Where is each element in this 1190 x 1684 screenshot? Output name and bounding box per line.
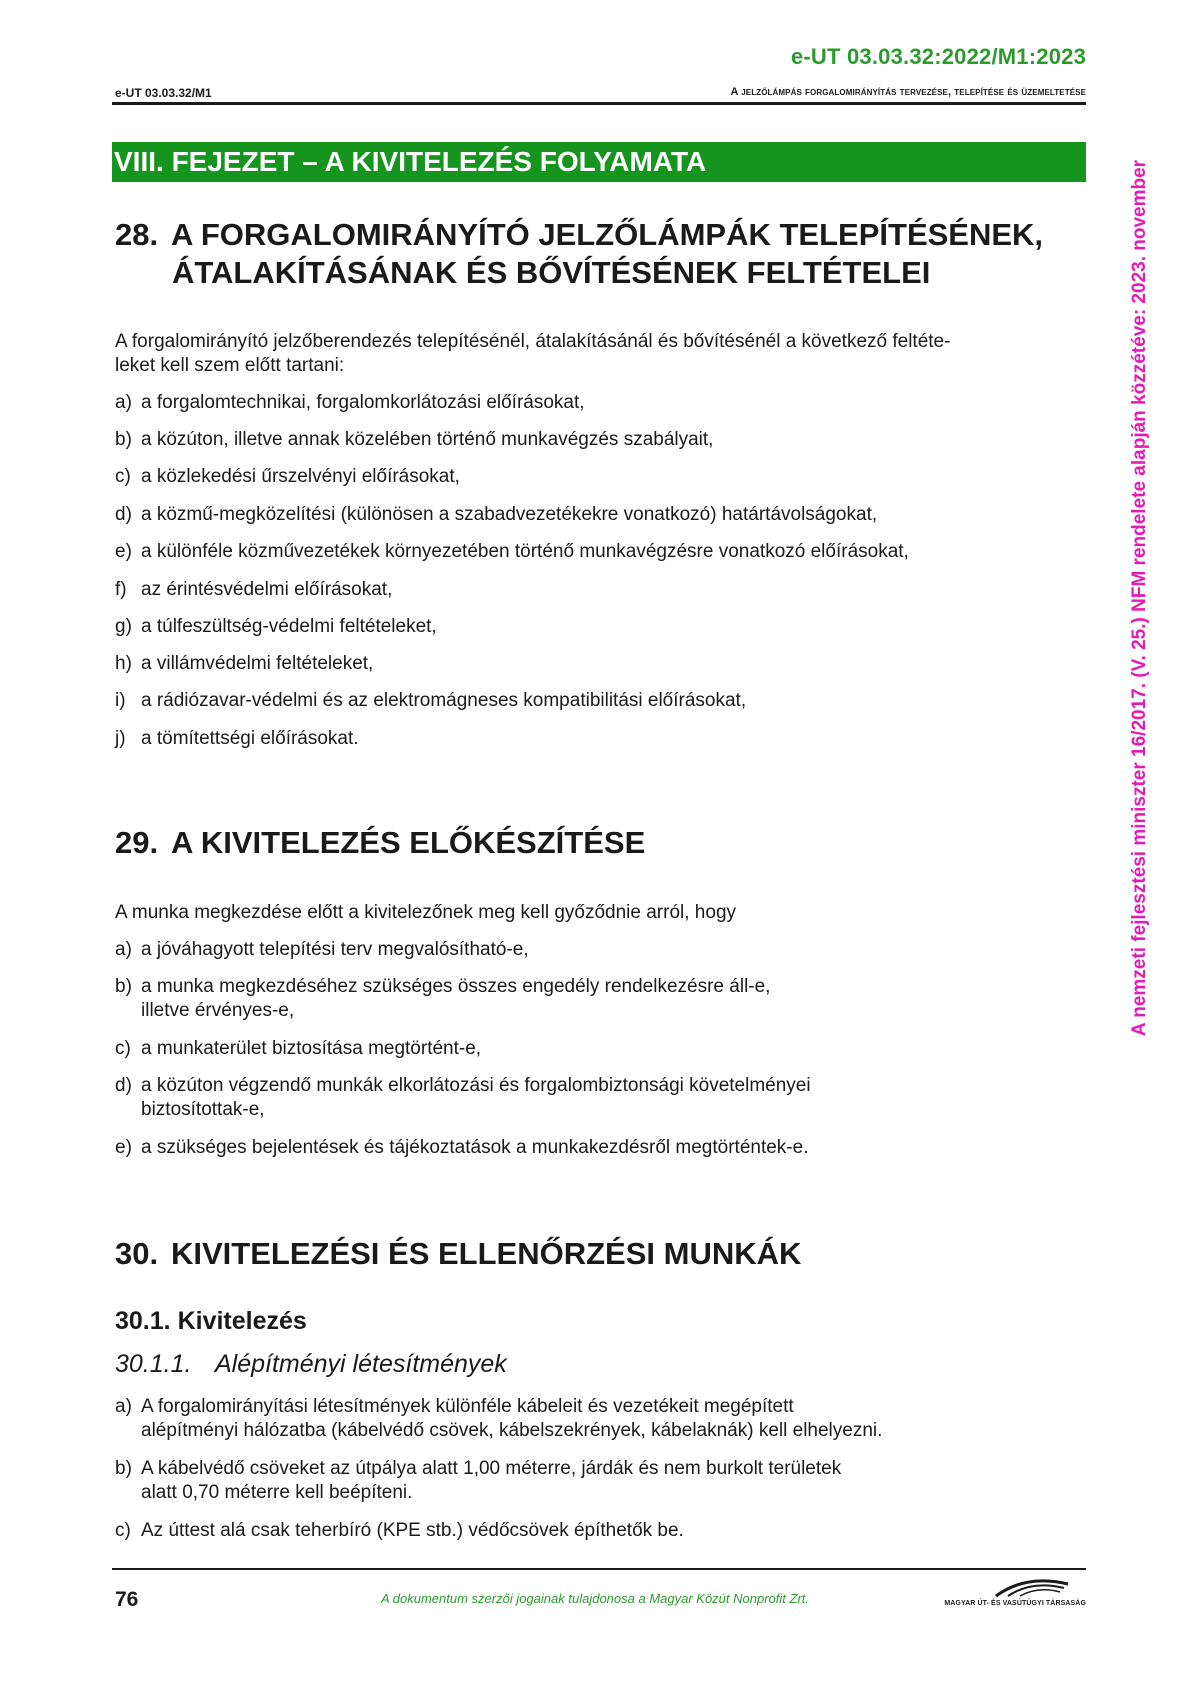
list-item xyxy=(115,689,746,713)
list-marker: a) xyxy=(115,1396,132,1417)
section-29-intro: A munka megkezdése előtt a kivitelezőnek meg kell győződnie arról, hogy xyxy=(115,902,737,923)
intro-line: leket kell szem előtt tartani: xyxy=(115,355,345,376)
list-text: a jóváhagyott telepítési terv megvalósítható-e, xyxy=(141,939,529,960)
section-28-intro xyxy=(115,330,1095,378)
list-item xyxy=(115,1395,882,1443)
list-text: a túlfeszültség-védelmi feltételeket, xyxy=(141,616,437,637)
list-text-continuation: alatt 0,70 méterre kell beépíteni. xyxy=(141,1482,413,1503)
subsection-number: 30.1. xyxy=(115,1307,171,1335)
list-marker: f) xyxy=(115,579,127,600)
logo-arc-icon xyxy=(936,1574,1086,1600)
list-text-continuation: illetve érvényes-e, xyxy=(141,1000,295,1021)
section-title: KIVITELEZÉSI ÉS ELLENŐRZÉSI MUNKÁK xyxy=(171,1236,802,1271)
subsubsection-title: Alépítményi létesítmények xyxy=(215,1350,507,1378)
list-item xyxy=(115,503,877,527)
list-item xyxy=(115,1136,808,1160)
list-item xyxy=(115,652,373,676)
list-item xyxy=(115,465,460,489)
section-30-heading xyxy=(115,1235,801,1273)
footer-copyright: A dokumentum szerzői jogainak tulajdonosa a Magyar Közút Nonprofit Zrt. xyxy=(380,1591,809,1606)
header-right-title: A jelzőlámpás forgalomirányítás tervezése, telepítése és üzemeltetése xyxy=(730,86,1086,98)
list-item xyxy=(115,615,437,639)
list-item xyxy=(115,1457,841,1505)
list-item xyxy=(115,428,713,452)
list-text: a munka megkezdéséhez szükséges összes engedély rendelkezésre áll-e, xyxy=(141,976,771,997)
list-item xyxy=(115,391,585,415)
list-text: a munkaterület biztosítása megtörtént-e, xyxy=(141,1038,482,1059)
list-text: a rádiózavar-védelmi és az elektromágneses kompatibilitási előírásokat, xyxy=(141,690,747,711)
footer-rule xyxy=(112,1568,1086,1570)
page-number: 76 xyxy=(115,1588,139,1611)
list-item xyxy=(115,1519,684,1543)
logo-text: MAGYAR ÚT- ÉS VASÚTÜGYI TÁRSASÁG xyxy=(944,1600,1086,1607)
document-id: e-UT 03.03.32:2022/M1:2023 xyxy=(790,44,1086,69)
side-note-text: A nemzeti fejlesztési miniszter 16/2017. (V. 25.) NFM rendelete alapján közzétéve: 2023. november xyxy=(1129,159,1150,1037)
list-item xyxy=(115,975,770,1023)
header-rule xyxy=(112,102,1086,105)
list-marker: b) xyxy=(115,429,132,450)
subsubsection-number: 30.1.1. xyxy=(115,1350,192,1378)
list-marker: i) xyxy=(115,690,126,711)
list-text: A forgalomirányítási létesítmények különféle kábeleit és vezetékeit megépített xyxy=(141,1396,794,1417)
list-marker: j) xyxy=(115,728,126,749)
chapter-title: VIII. FEJEZET – A KIVITELEZÉS FOLYAMATA xyxy=(112,142,1086,182)
list-marker: e) xyxy=(115,541,132,562)
list-marker: d) xyxy=(115,504,132,525)
subsection-title: Kivitelezés xyxy=(177,1307,307,1335)
list-marker: c) xyxy=(115,1520,131,1541)
list-text: a közúton végzendő munkák elkorlátozási és forgalombiztonsági követelményei xyxy=(141,1075,811,1096)
list-marker: g) xyxy=(115,616,132,637)
section-title-line1: A FORGALOMIRÁNYÍTÓ JELZŐLÁMPÁK TELEPÍTÉSÉNEK, xyxy=(171,217,1044,252)
section-28-heading xyxy=(115,216,1095,292)
list-marker: a) xyxy=(115,392,132,413)
list-text: a tömítettségi előírásokat. xyxy=(141,728,359,749)
list-item xyxy=(115,540,909,564)
list-text: a forgalomtechnikai, forgalomkorlátozási előírásokat, xyxy=(141,392,585,413)
list-item xyxy=(115,578,392,602)
subsection-heading xyxy=(115,1307,307,1336)
list-text-continuation: biztosítottak-e, xyxy=(141,1099,265,1120)
list-text-continuation: alépítményi hálózatba (kábelvédő csövek, kábelszekrények, kábelaknák) kell elhelyezni. xyxy=(141,1420,883,1441)
section-number: 29. xyxy=(115,825,159,860)
section-number: 28. xyxy=(115,217,159,252)
list-text: a közúton, illetve annak közelében történő munkavégzés szabályait, xyxy=(141,429,714,450)
subsubsection-heading xyxy=(115,1350,507,1379)
list-marker: b) xyxy=(115,1458,132,1479)
list-marker: c) xyxy=(115,466,131,487)
list-text: a különféle közművezetékek környezetében történő munkavégzésre vonatkozó előírásokat, xyxy=(141,541,909,562)
list-marker: e) xyxy=(115,1137,132,1158)
list-text: a közlekedési űrszelvényi előírásokat, xyxy=(141,466,460,487)
section-title: A KIVITELEZÉS ELŐKÉSZÍTÉSE xyxy=(171,825,646,860)
list-text: a villámvédelmi feltételeket, xyxy=(141,653,374,674)
section-title-line2: ÁTALAKÍTÁSÁNAK ÉS BŐVÍTÉSÉNEK FELTÉTELEI xyxy=(172,255,931,290)
list-marker: c) xyxy=(115,1038,131,1059)
intro-line: A forgalomirányító jelzőberendezés telepítésénél, átalakításánál és bővítésénél a következő feltéte- xyxy=(115,331,951,352)
list-item xyxy=(115,1074,811,1122)
list-text: a közmű-megközelítési (különösen a szabadvezetékekre vonatkozó) határtávolságokat, xyxy=(141,504,878,525)
list-marker: h) xyxy=(115,653,132,674)
list-marker: a) xyxy=(115,939,132,960)
list-text: Az úttest alá csak teherbíró (KPE stb.) védőcsövek építhetők be. xyxy=(141,1520,684,1541)
list-marker: b) xyxy=(115,976,132,997)
list-text: az érintésvédelmi előírásokat, xyxy=(141,579,393,600)
list-text: a szükséges bejelentések és tájékoztatások a munkakezdésről megtörténtek-e. xyxy=(141,1137,809,1158)
list-marker: d) xyxy=(115,1075,132,1096)
list-text: A kábelvédő csöveket az útpálya alatt 1,00 méterre, járdák és nem burkolt területek xyxy=(141,1458,842,1479)
section-number: 30. xyxy=(115,1236,159,1271)
section-29-heading xyxy=(115,824,645,862)
list-item xyxy=(115,727,359,751)
list-item xyxy=(115,938,529,962)
list-item xyxy=(115,1037,481,1061)
society-logo xyxy=(936,1574,1086,1614)
header-left-code: e-UT 03.03.32/M1 xyxy=(115,86,212,100)
